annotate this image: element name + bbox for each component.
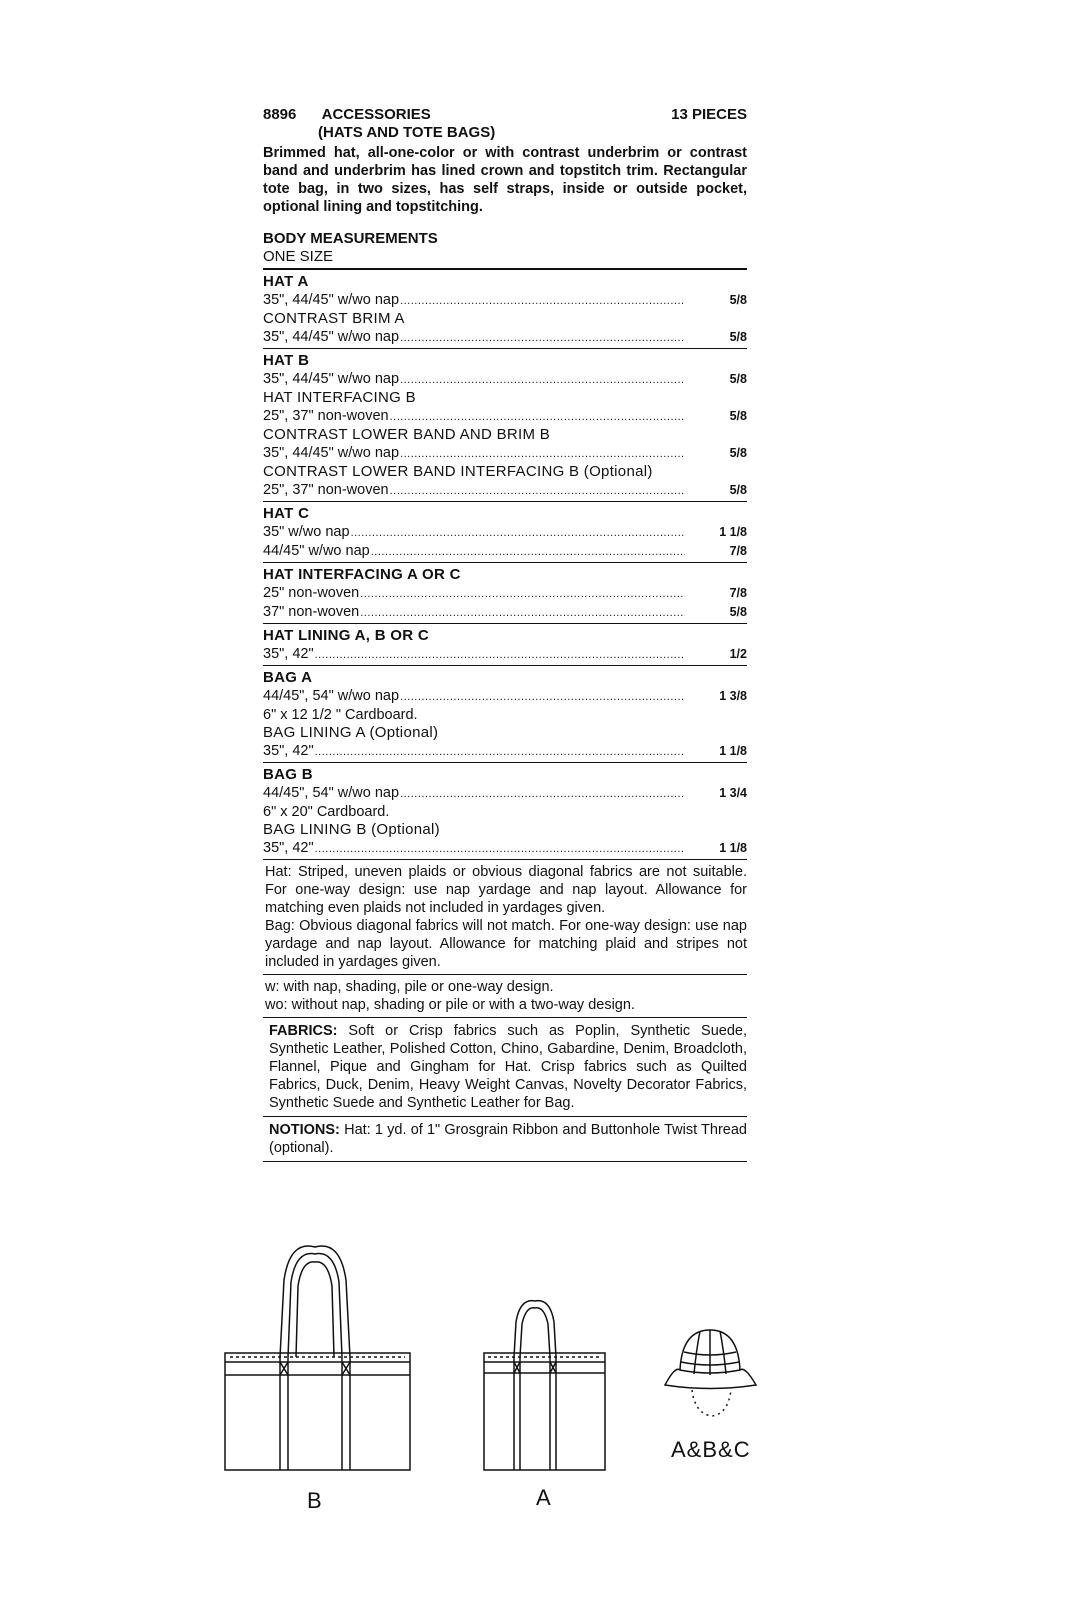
fabric-width-label: 35", 42" (263, 743, 314, 759)
yardage-value: 5/8 (729, 293, 747, 307)
pattern-subtitle: (HATS AND TOTE BAGS) (318, 124, 496, 141)
fabric-width-label: 25", 37" non-woven (263, 482, 389, 498)
legend-with-nap: w: with nap, shading, pile or one-way design. (265, 979, 554, 995)
yardage-value: 5/8 (729, 605, 747, 619)
yardage-value: 7/8 (729, 544, 747, 558)
group-title: BAG B (263, 766, 313, 783)
fabric-width-label: 35", 44/45" w/wo nap (263, 445, 400, 461)
fabric-width-label: 37" non-woven (263, 604, 360, 620)
bag-note: Bag: Obvious diagonal fabrics will not match. For one-way design: use nap yardage and nap layout. Allowance for matching plaid and stripes not included in yardages given. (265, 918, 747, 970)
fabrics-text: Soft or Crisp fabrics such as Poplin, Synthetic Suede, Synthetic Leather, Polished Cotton, Chino, Gabardine, Denim, Broadcloth, Flannel, Pique and Gingham for Hat. Crisp fabrics such as Quilted Fabrics, Duck, Denim, Heavy Weight Canvas, Novelty Decorator Fabrics, Synthetic Suede and Synthetic Leather for Bag. (269, 1023, 747, 1111)
yardage-value: 1 1/8 (719, 525, 747, 539)
group-title: HAT LINING A, B OR C (263, 627, 429, 644)
yardage-value: 5/8 (729, 372, 747, 386)
legend-without-nap: wo: without nap, shading or pile or with a two-way design. (265, 997, 635, 1013)
sub-title: HAT INTERFACING B (263, 389, 416, 406)
pattern-description: Brimmed hat, all-one-color or with contrast underbrim or contrast band and underbrim has lined crown and topstitch trim. Rectangular tote bag, in two sizes, has self straps, inside or outside pocket, optional lining and topstitching. (263, 145, 747, 215)
fabric-width-label: 35", 42" (263, 840, 314, 856)
group-title: BAG A (263, 669, 313, 686)
yardage-value: 1 1/8 (719, 744, 747, 758)
fabric-width-label: 35", 42" (263, 646, 314, 662)
bag-b-illustration (225, 1246, 410, 1470)
yardage-value: 1 3/4 (719, 786, 747, 800)
cardboard-note: 6" x 12 1/2 " Cardboard. (263, 707, 418, 723)
notions-label: NOTIONS: (269, 1122, 340, 1138)
sub-title: BAG LINING B (Optional) (263, 821, 440, 838)
hat-label: A&B&C (671, 1437, 751, 1462)
yardage-value: 1 3/8 (719, 689, 747, 703)
bag-a-label: A (536, 1485, 551, 1510)
yardage-value: 5/8 (729, 446, 747, 460)
yardage-value: 5/8 (729, 330, 747, 344)
sub-title: CONTRAST BRIM A (263, 310, 405, 327)
fabric-width-label: 44/45", 54" w/wo nap (263, 688, 400, 704)
fabric-width-label: 25", 37" non-woven (263, 408, 389, 424)
group-title: HAT A (263, 273, 309, 290)
fabric-width-label: 35", 44/45" w/wo nap (263, 371, 400, 387)
yardage-value: 5/8 (729, 483, 747, 497)
group-title: HAT C (263, 505, 310, 522)
fabric-width-label: 35", 44/45" w/wo nap (263, 292, 400, 308)
sub-title: CONTRAST LOWER BAND INTERFACING B (Optional) (263, 463, 653, 480)
hat-note: Hat: Striped, uneven plaids or obvious diagonal fabrics are not suitable. For one-way design: use nap yardage and nap layout. Allowance for matching even plaids not included in yardages given. (265, 864, 747, 916)
fabrics-label: FABRICS: (269, 1023, 338, 1039)
size-label: ONE SIZE (263, 248, 334, 265)
piece-count: 13 PIECES (671, 106, 747, 123)
cardboard-note: 6" x 20" Cardboard. (263, 804, 390, 820)
group-title: HAT B (263, 352, 310, 369)
fabric-width-label: 35" w/wo nap (263, 524, 350, 540)
bag-a-illustration (484, 1301, 605, 1470)
yardage-value: 1/2 (729, 647, 747, 661)
group-title: HAT INTERFACING A OR C (263, 566, 461, 583)
fabric-width-label: 44/45", 54" w/wo nap (263, 785, 400, 801)
fabric-width-label: 35", 44/45" w/wo nap (263, 329, 400, 345)
yardage-value: 5/8 (729, 409, 747, 423)
notions-text: Hat: 1 yd. of 1" Grosgrain Ribbon and Buttonhole Twist Thread (optional). (269, 1122, 747, 1156)
sub-title: CONTRAST LOWER BAND AND BRIM B (263, 426, 551, 443)
fabric-width-label: 44/45" w/wo nap (263, 543, 370, 559)
pattern-title: ACCESSORIES (321, 106, 431, 123)
fabric-width-label: 25" non-woven (263, 585, 360, 601)
bag-b-label: B (307, 1488, 322, 1513)
hat-illustration (665, 1330, 756, 1416)
yardage-value: 1 1/8 (719, 841, 747, 855)
sub-title: BAG LINING A (Optional) (263, 724, 439, 741)
pattern-number: 8896 (263, 106, 297, 123)
yardage-value: 7/8 (729, 586, 747, 600)
body-measurements-title: BODY MEASUREMENTS (263, 230, 438, 247)
